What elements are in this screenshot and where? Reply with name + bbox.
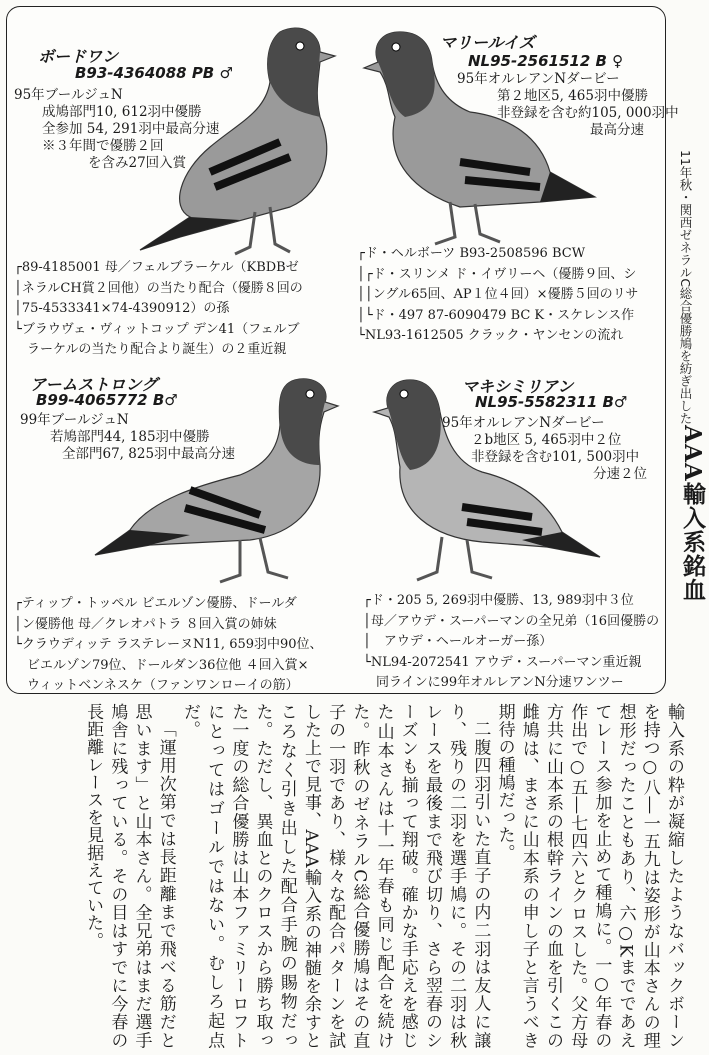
bird-3-pedigree xyxy=(14,594,323,697)
bird-4-pedigree-line: └NL94-2072541 アウデ・スーパーマン重近親 xyxy=(363,654,642,670)
article-paragraph: 「運用次第では長距離まで飛べる筋だと思います」と山本さん。全兄弟はまだ選手鳩舎に残っている。その目はすでに今春の長距離レースを見据えていた。 xyxy=(83,703,176,1049)
bird-2-ring: NL95-2561512 B ♀ xyxy=(468,52,624,70)
article-paragraph: 二腹四羽引いた直子の内二羽は友人に譲り、残りの二羽を選手鳩に。その二羽は秋レースを最後まで飛び切り、さら翌春のシーズンも揃って翔破。確かな手応えを感じた山本さんは十一年春も同じ配合を続けた。昨秋のゼネラルC総合優勝鳩はその直子の一羽であり、様々な配合パターンを試した上で見事、AAA輸入系の神髄を余すところなく引き出した配合手腕の賜物だった。ただし、異血とのクロスから勝ち取った一度の総合優勝は山本ファミリーロフトにとってはゴールではない。むしろ起点だ。 xyxy=(179,703,491,1049)
bird-4-pedigree-line: 同ラインに99年オルレアンN分速ワンツー xyxy=(363,675,624,690)
bird-1-line-2: 成鳩部門10, 612羽中優勝 xyxy=(42,104,202,120)
article-body xyxy=(6,703,686,1049)
bird-4-pedigree-line: ┌ド・205 5, 269羽中優勝、13, 989羽中３位 xyxy=(363,593,634,608)
bird-1-name: ボードワン xyxy=(38,47,119,66)
bird-2-pedigree xyxy=(357,244,638,347)
bird-3-pedigree-line: │ン優勝他 母／クレオパトラ ８回入賞の姉妹 xyxy=(14,616,277,632)
bird-2-line-1: 95年オルレアンNダービー xyxy=(457,71,620,87)
bird-3-pedigree-line: ウィットベンネスケ（ファンワンローイの筋） xyxy=(14,678,299,693)
bird-1-pedigree-line: ┌89-4185001 母／フェルブラーケル（KBDBゼ xyxy=(14,260,299,275)
article-paragraph: 輸入系の粋が凝縮したようなバックボーンを持つ○八―一五九は姿形が山本さんの理想形だったこともあり、六○Kまでであえてレース参加を止めて種鳩に。一○年春の作出で○五―七四六とクロスした。父方母方共に山本系の根幹ラインの血を引くこの雌鳩は、まさに山本系の申し子と言うべき期待の種鳩だった。 xyxy=(494,703,684,1049)
bird-4-pedigree-line: │ アウデ・ヘールオーガー孫） xyxy=(363,634,553,649)
bird-3-ring: B99-4065772 B♂ xyxy=(36,391,178,409)
bird-1-line-4: ※３年間で優勝２回 xyxy=(42,138,164,154)
bird-3-line-3: 全部門67, 825羽中最高分速 xyxy=(62,446,236,462)
bird-2-line-2: 第２地区5, 465羽中優勝 xyxy=(497,88,648,104)
bird-3-photo xyxy=(90,370,340,585)
bird-1-pedigree-line: │ネラルCH賞２回他）の当たり配合（優勝８回の xyxy=(14,280,303,296)
bird-1-pedigree xyxy=(14,258,303,361)
bird-2-pedigree-line: │└ド・497 87-6090479 BC K・スケレンス作 xyxy=(357,307,635,323)
bird-3-name: アームストロング xyxy=(30,375,158,394)
bird-1-pedigree-line: ラーケルの当たり配合より誕生）の２重近親 xyxy=(14,342,287,357)
sidebar-title: AAA輸入系銘血 xyxy=(679,425,706,602)
bird-1-line-3: 全参加 54, 291羽中最高分速 xyxy=(42,121,220,137)
bird-4-line-2: ２b地区 5, 465羽中２位 xyxy=(471,432,622,448)
bird-4-line-4: 分速２位 xyxy=(593,466,647,482)
bird-1-ring: B93-4364088 PB ♂ xyxy=(75,64,233,82)
bird-4-pedigree xyxy=(363,591,659,694)
bird-3-pedigree-line: └クラウディッテ ラステレーヌN11, 659羽中90位、 xyxy=(14,637,323,652)
bird-3-line-1: 99年ブールジュN xyxy=(20,412,129,428)
bird-4-line-3: 非登録を含む101, 500羽中 xyxy=(471,449,640,465)
bird-2-pedigree-line: ┌ド・ヘルボーツ B93-2508596 BCW xyxy=(357,246,586,261)
bird-3-line-2: 若鳩部門44, 185羽中優勝 xyxy=(50,429,210,445)
sidebar-caption: 11年秋・関西ゼネラルC総合優勝鳩を紡ぎ出した xyxy=(678,150,693,425)
bird-1-line-1: 95年ブールジュN xyxy=(14,87,123,103)
bird-4-pedigree-line: │母／アウデ・スーパーマンの全兄弟（16回優勝の xyxy=(363,613,660,629)
bird-1-pedigree-line: └ブラウヴェ・ヴィットコップ デン41（フェルブ xyxy=(14,321,300,337)
bird-4-ring: NL95-5582311 B♂ xyxy=(475,393,628,411)
bird-1-pedigree-line: │75-4533341×74-4390912）の孫 xyxy=(14,301,230,316)
bird-2-pedigree-line: └NL93-1612505 クラック・ヤンセンの流れ xyxy=(357,328,624,343)
bird-2-pedigree-line: │┌ド・スリンメ ド・イヴリーヘ（優勝９回、シ xyxy=(357,266,637,282)
bird-2-name: マリールイズ xyxy=(440,33,535,52)
bird-3-pedigree-line: ビエルゾン79位、ドールダン36位他 ４回入賞× xyxy=(14,657,309,673)
bird-2-line-4: 最高分速 xyxy=(590,122,644,138)
bird-2-pedigree-line: ││ングル65回、AP１位４回）×優勝５回のリサ xyxy=(357,287,639,302)
bird-1-line-5: を含み27回入賞 xyxy=(88,155,187,171)
bird-4-line-1: 95年オルレアンNダービー xyxy=(442,415,605,431)
bird-2-line-3: 非登録を含む約105, 000羽中 xyxy=(497,105,679,121)
bird-3-pedigree-line: ┌ティップ・トッペル ビエルゾン優勝、ドールダ xyxy=(14,596,297,611)
bird-1-photo xyxy=(130,22,345,257)
bird-4-name: マキシミリアン xyxy=(462,377,574,396)
